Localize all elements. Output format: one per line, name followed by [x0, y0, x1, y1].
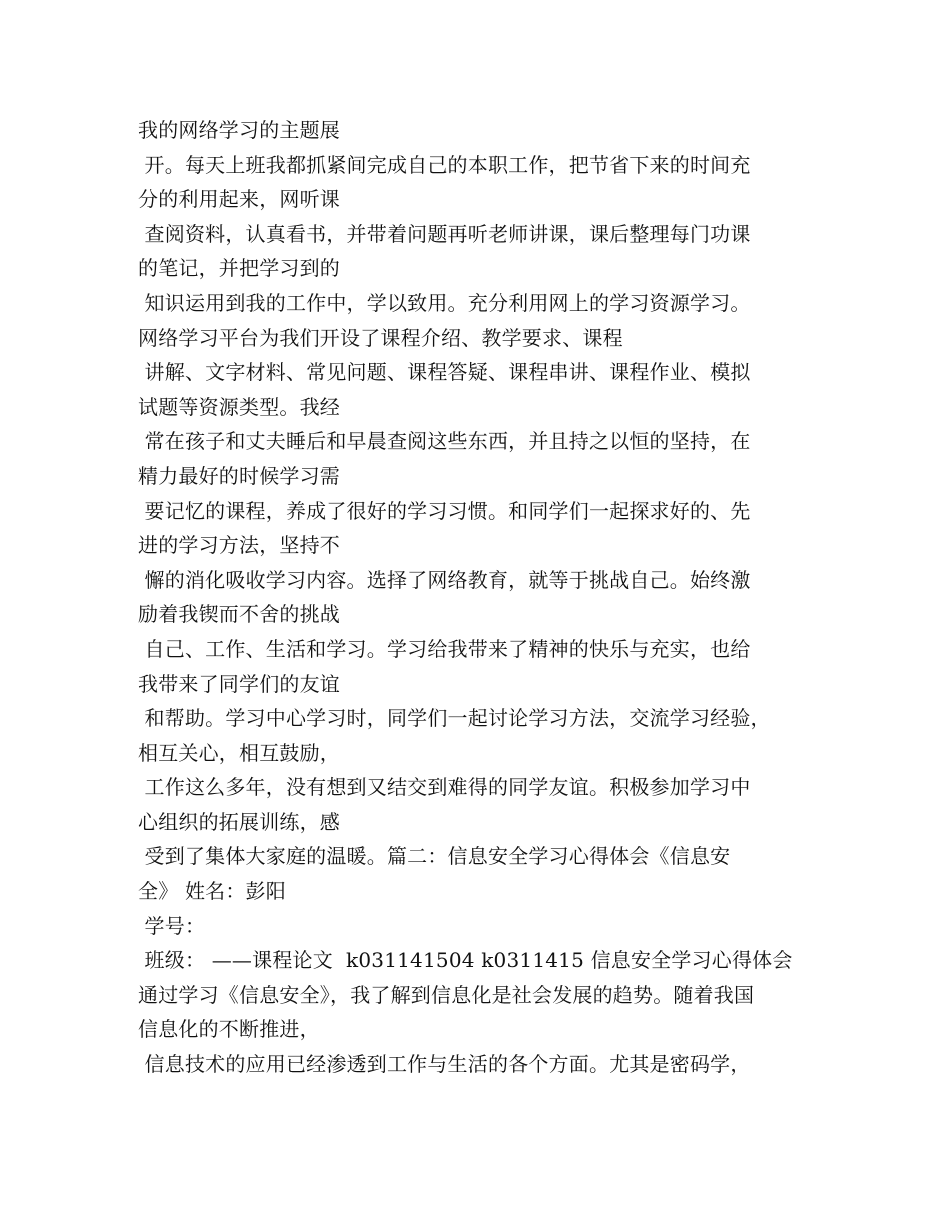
text-line: 讲解、文字材料、常见问题、课程答疑、课程串讲、课程作业、模拟	[138, 360, 751, 385]
text-line: 试题等资源类型。我经	[138, 394, 340, 419]
text-line: 进的学习方法，坚持不	[138, 533, 340, 558]
text-line: 工作这么多年，没有想到又结交到难得的同学友谊。积极参加学习中	[138, 775, 751, 800]
text-line: 班级： ——课程论文 k031141504 k0311415 信息安全学习心得体会	[138, 948, 793, 973]
text-line: 开。每天上班我都抓紧间完成自己的本职工作，把节省下来的时间充	[138, 152, 751, 177]
text-line: 的笔记，并把学习到的	[138, 256, 340, 281]
text-line: 自己、工作、生活和学习。学习给我带来了精神的快乐与充实，也给	[138, 636, 751, 661]
text-line: 精力最好的时候学习需	[138, 463, 340, 488]
text-line: 查阅资料，认真看书，并带着问题再听老师讲课，课后整理每门功课	[138, 221, 751, 246]
text-line: 常在孩子和丈夫睡后和早晨查阅这些东西，并且持之以恒的坚持，在	[138, 429, 751, 454]
text-line: 我带来了同学们的友谊	[138, 671, 340, 696]
text-line: 信息化的不断推进，	[138, 1017, 320, 1042]
text-line: 知识运用到我的工作中，学以致用。充分利用网上的学习资源学习。	[138, 290, 751, 315]
text-line: 励着我锲而不舍的挑战	[138, 602, 340, 627]
text-line: 心组织的拓展训练，感	[138, 809, 340, 834]
text-line: 信息技术的应用已经渗透到工作与生活的各个方面。尤其是密码学，	[138, 1052, 751, 1077]
text-line: 相互关心，相互鼓励，	[138, 740, 340, 765]
text-line: 要记忆的课程，养成了很好的学习习惯。和同学们一起探求好的、先	[138, 498, 751, 523]
body-text	[138, 113, 828, 1082]
text-line: 和帮助。学习中心学习时，同学们一起讨论学习方法，交流学习经验，	[138, 706, 771, 731]
text-line: 全》 姓名：彭阳	[138, 879, 286, 904]
text-line: 受到了集体大家庭的温暖。篇二：信息安全学习心得体会《信息安	[138, 844, 731, 869]
text-line: 通过学习《信息安全》，我了解到信息化是社会发展的趋势。随着我国	[138, 982, 755, 1007]
text-line: 懈的消化吸收学习内容。选择了网络教育，就等于挑战自己。始终激	[138, 567, 751, 592]
text-line: 我的网络学习的主题展	[138, 118, 340, 142]
text-line: 分的利用起来，网听课	[138, 187, 340, 212]
text-line: 学号：	[138, 913, 206, 938]
text-line: 网络学习平台为我们开设了课程介绍、教学要求、课程	[138, 325, 623, 350]
